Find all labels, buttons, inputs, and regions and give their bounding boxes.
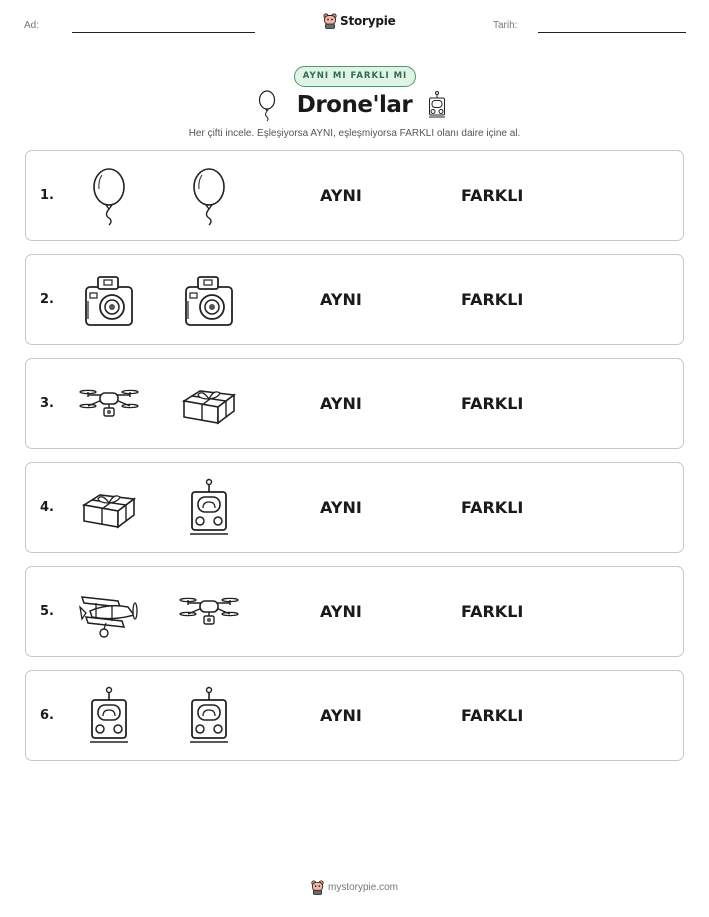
date-label: Tarih: [493,20,518,31]
gift-box-icon [78,477,140,539]
question-number: 3. [40,396,54,411]
brand-logo [323,13,396,29]
option-different[interactable]: FARKLI [461,290,524,309]
option-same[interactable]: AYNI [320,186,362,205]
question-number: 4. [40,500,54,515]
question-row-2 [25,254,684,345]
option-different[interactable]: FARKLI [461,394,524,413]
activity-type-badge: AYNI MI FARKLI MI [294,66,416,87]
brand-name: Storypie [340,14,396,28]
option-same[interactable]: AYNI [320,498,362,517]
balloon-icon [178,165,240,227]
footer [0,880,709,895]
option-same[interactable]: AYNI [320,394,362,413]
footer-url: mystorypie.com [327,882,398,893]
question-row-3 [25,358,684,449]
mascot-icon [323,13,337,29]
drone-icon [178,581,240,643]
instruction-text: Her çifti incele. Eşleşiyorsa AYNI, eşleşmiyorsa FARKLI olanı daire içine al. [188,128,521,139]
option-different[interactable]: FARKLI [461,186,524,205]
name-label: Ad: [24,20,40,31]
remote-controller-icon [178,685,240,747]
question-number: 1. [40,188,54,203]
gift-box-icon [178,373,240,435]
option-different[interactable]: FARKLI [461,706,524,725]
option-same[interactable]: AYNI [320,290,362,309]
balloon-icon [78,165,140,227]
option-different[interactable]: FARKLI [461,498,524,517]
biplane-icon [78,581,140,643]
option-same[interactable]: AYNI [320,706,362,725]
name-line [72,32,255,33]
question-number: 5. [40,604,54,619]
question-number: 2. [40,292,54,307]
question-number: 6. [40,708,54,723]
question-row-4 [25,462,684,553]
remote-controller-icon [427,88,447,126]
option-same[interactable]: AYNI [320,602,362,621]
option-different[interactable]: FARKLI [461,602,524,621]
mascot-icon [311,880,324,895]
question-row-1 [25,150,684,241]
drone-icon [78,373,140,435]
question-row-5 [25,566,684,657]
page-title: Drone'lar [296,92,413,118]
camera-icon [178,269,240,331]
camera-icon [78,269,140,331]
remote-controller-icon [178,477,240,539]
question-row-6 [25,670,684,761]
date-line [538,32,686,33]
remote-controller-icon [78,685,140,747]
balloon-icon [257,90,277,126]
